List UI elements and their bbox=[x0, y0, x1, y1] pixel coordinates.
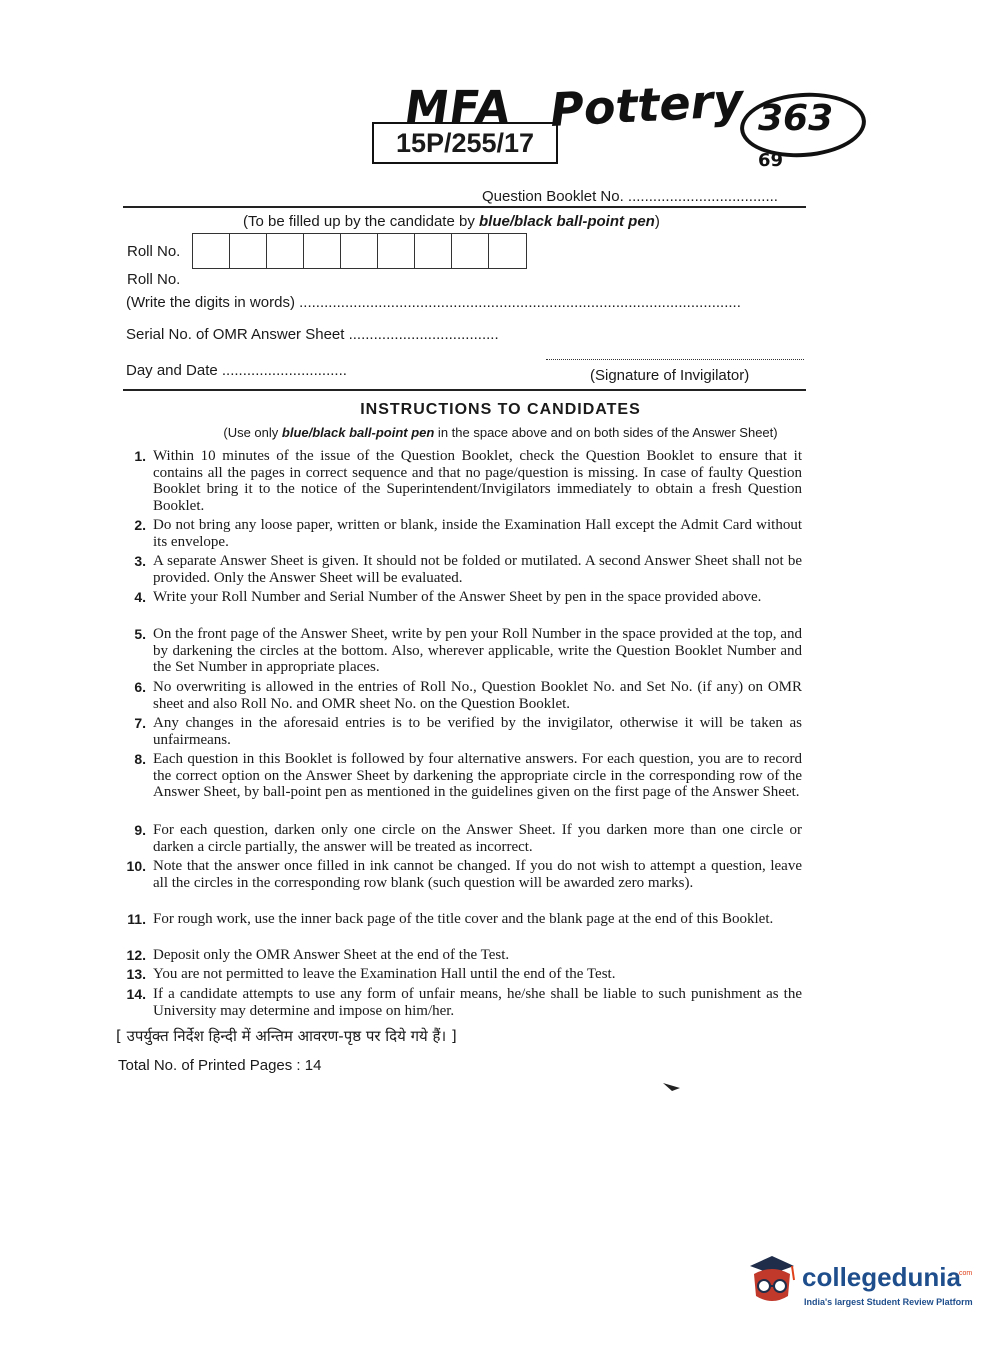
signature-line[interactable] bbox=[546, 358, 804, 360]
form-bottom-divider bbox=[123, 389, 806, 391]
roll-digit-box[interactable] bbox=[341, 234, 378, 268]
total-printed-pages: Total No. of Printed Pages : 14 bbox=[118, 1057, 322, 1074]
roll-digit-box[interactable] bbox=[452, 234, 489, 268]
pen-mark-icon bbox=[662, 1080, 684, 1094]
instruction-item: 4. Write your Roll Number and Serial Number of the Answer Sheet by pen in the space provided above. bbox=[134, 589, 762, 605]
question-booklet-number-label: Question Booklet No. .................................... bbox=[482, 188, 778, 205]
handwritten-course: MFA bbox=[401, 82, 515, 133]
instruction-item: 13. You are not permitted to leave the Examination Hall until the end of the Test. bbox=[126, 966, 616, 982]
instruction-item: 14. If a candidate attempts to use any form of unfair means, he/she shall be liable to such punishment as the University may determine and impose on him/her. bbox=[126, 986, 802, 1019]
roll-digit-box[interactable] bbox=[304, 234, 341, 268]
omr-serial-field[interactable]: Serial No. of OMR Answer Sheet .................................... bbox=[126, 326, 499, 343]
instruction-item: 1. Within 10 minutes of the issue of the Question Booklet, check the Question Booklet to ensure that it contains all the pages in correct sequence and that no page/question is missing. In case of faulty Question Booklet bring it to the notice of the Superintendent/Invigilators immediately to obtain a fresh Question Booklet. bbox=[134, 448, 802, 514]
day-and-date-field[interactable]: Day and Date .............................. bbox=[126, 362, 347, 379]
instruction-item: 8. Each question in this Booklet is followed by four alternative answers. For each question, you are to record the correct option on the Answer Sheet by darkening the appropriate circle in the corresponding row of the Answer Sheet, by ball-point pen as mentioned in the guidelines given on the first page of the Answer Sheet. bbox=[134, 751, 802, 800]
handwritten-circled-number: 363 bbox=[758, 98, 834, 139]
instruction-item: 7. Any changes in the aforesaid entries is to be verified by the invigilator, otherwise it will be taken as unfairmeans. bbox=[134, 715, 802, 748]
instruction-item: 11. For rough work, use the inner back page of the title cover and the blank page at the end of this Booklet. bbox=[127, 911, 774, 927]
roll-digit-box[interactable] bbox=[230, 234, 267, 268]
handwritten-small-number: 69 bbox=[758, 150, 784, 171]
handwritten-subject: Pottery bbox=[548, 72, 745, 138]
top-divider bbox=[123, 206, 806, 208]
instruction-item: 3. A separate Answer Sheet is given. It should not be folded or mutilated. A second Answer Sheet shall not be provided. Only the Answer Sheet will be evaluated. bbox=[134, 553, 802, 586]
instruction-item: 12. Deposit only the OMR Answer Sheet at the end of the Test. bbox=[126, 947, 510, 963]
roll-digit-box[interactable] bbox=[193, 234, 230, 268]
instructions-title: INSTRUCTIONS TO CANDIDATES bbox=[360, 401, 641, 418]
roll-digit-box[interactable] bbox=[267, 234, 304, 268]
roll-digit-box[interactable] bbox=[378, 234, 415, 268]
instructions-list bbox=[122, 448, 802, 1022]
instruction-item: 10. Note that the answer once filled in ink cannot be changed. If you do not wish to attempt a question, leave all the circles in the corresponding row blank (such question will be awarded zero marks). bbox=[126, 858, 802, 891]
paper-code: 15P/255/17 bbox=[372, 122, 558, 164]
fill-instruction: (To be filled up by the candidate by blue/black ball-point pen) bbox=[243, 213, 660, 230]
instruction-item: 2. Do not bring any loose paper, written or blank, inside the Examination Hall except the Admit Card without its envelope. bbox=[134, 517, 802, 550]
collegedunia-mascot-icon bbox=[742, 1250, 800, 1308]
instruction-item: 9. For each question, darken only one circle on the Answer Sheet. If you darken more than one circle or darken a circle partially, the answer will be treated as incorrect. bbox=[134, 822, 802, 855]
hindi-note: [ उपर्युक्त निर्देश हिन्दी में अन्तिम आवरण-पृष्ठ पर दिये गये हैं। ] bbox=[116, 1027, 457, 1045]
instruction-item: 5. On the front page of the Answer Sheet, write by pen your Roll Number in the space provided at the top, and by darkening the circles at the bottom. Also, wherever applicable, write the Question Booklet Number and the Set Number in appropriate places. bbox=[134, 626, 802, 675]
roll-digit-box[interactable] bbox=[415, 234, 452, 268]
roll-digit-box[interactable] bbox=[489, 234, 526, 268]
collegedunia-tagline: India's largest Student Review Platform bbox=[804, 1297, 973, 1307]
instructions-subtitle: (Use only blue/black ball-point pen in the space above and on both sides of the Answer Sheet) bbox=[223, 425, 778, 440]
roll-number-words-field[interactable]: (Write the digits in words) .......................................................................................................... bbox=[126, 294, 741, 311]
roll-number-boxes[interactable] bbox=[192, 233, 527, 269]
roll-number-words-label: Roll No. bbox=[127, 271, 181, 288]
roll-number-label: Roll No. bbox=[127, 243, 181, 260]
collegedunia-logo-text: collegedunia bbox=[802, 1262, 961, 1292]
instruction-item: 6. No overwriting is allowed in the entries of Roll No., Question Booklet No. and Set No. (if any) on OMR sheet and also Roll No. and OMR sheet No. on the Question Booklet. bbox=[134, 679, 802, 712]
collegedunia-logo-suffix: .com bbox=[957, 1270, 973, 1277]
signature-label: (Signature of Invigilator) bbox=[590, 367, 750, 384]
